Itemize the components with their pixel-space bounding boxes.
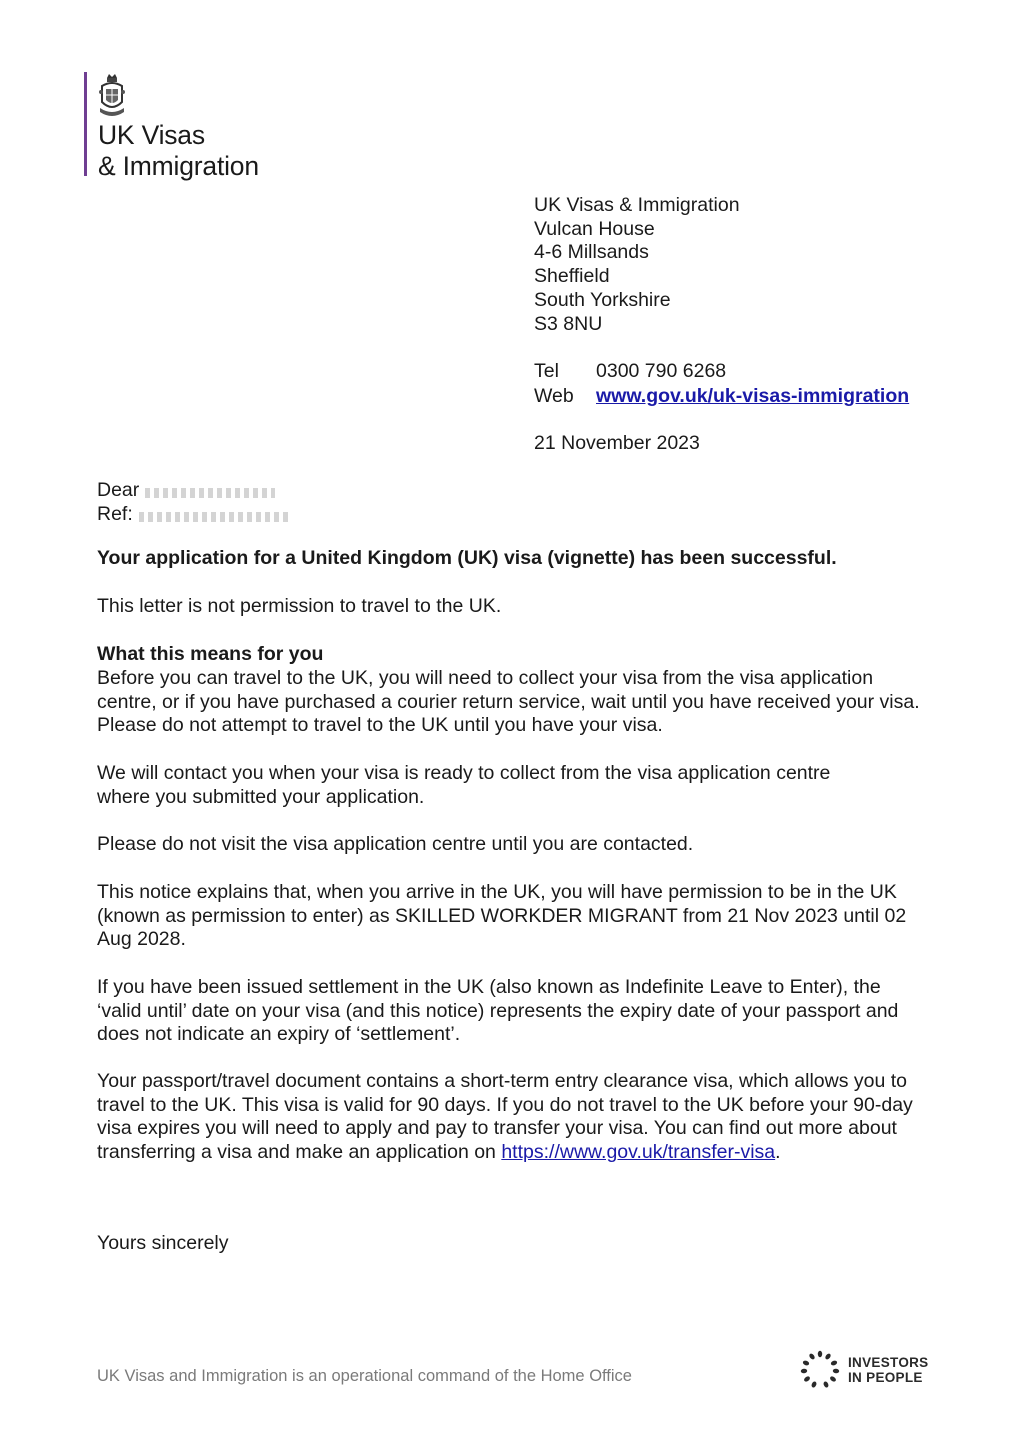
footer-text: UK Visas and Immigration is an operational command of the Home Office	[97, 1367, 632, 1385]
address-line: UK Visas & Immigration	[534, 194, 740, 216]
sender-address	[534, 194, 740, 336]
tel-row	[534, 359, 909, 384]
investors-in-people-logo	[800, 1350, 928, 1390]
tel-value: 0300 790 6268	[596, 360, 727, 382]
iip-line-1: INVESTORS	[848, 1355, 929, 1370]
web-label: Web	[534, 384, 574, 407]
iip-line-2: IN PEOPLE	[848, 1370, 923, 1385]
logo-accent-bar	[84, 72, 87, 176]
paragraph-contact: We will contact you when your visa is ready to collect from the visa application centre where you submitted your application.	[97, 762, 831, 808]
address-line: 4-6 Millsands	[534, 241, 649, 264]
web-link[interactable]: www.gov.uk/uk-visas-immigration	[596, 384, 910, 407]
logo-line-2: & Immigration	[98, 151, 259, 181]
investors-in-people-wreath-icon	[800, 1350, 840, 1390]
redacted-name	[145, 488, 275, 498]
paragraph-collect: Before you can travel to the UK, you will need to collect your visa from the visa application centre, or if you have purchased a courier return service, wait until you have received your visa. Please do not attempt to travel to the UK until you have your visa.	[97, 667, 920, 737]
logo-wordmark	[98, 120, 259, 182]
transfer-visa-link[interactable]: https://www.gov.uk/transfer-visa	[501, 1141, 776, 1164]
contact-details	[534, 359, 909, 408]
dear-row	[97, 478, 289, 502]
ref-label: Ref:	[97, 503, 133, 525]
address-line: South Yorkshire	[534, 288, 671, 311]
tel-label: Tel	[534, 360, 559, 382]
signoff: Yours sincerely	[97, 1232, 229, 1254]
logo-line-1: UK Visas	[98, 120, 205, 150]
passport-text-end: .	[775, 1141, 781, 1164]
address-line: Sheffield	[534, 265, 610, 288]
headline: Your application for a United Kingdom (UK) visa (vignette) has been successful.	[97, 547, 837, 569]
address-line: Vulcan House	[534, 217, 655, 240]
paragraph-settlement: If you have been issued settlement in the UK (also known as Indefinite Leave to Enter), the ‘valid until’ date on your visa (and this notice) represents the expiry date of your passport and does not indicate an expiry of ‘settlement’.	[97, 976, 899, 1046]
address-line: S3 8NU	[534, 312, 603, 335]
paragraph-dont-visit: Please do not visit the visa application centre until you are contacted.	[97, 833, 694, 855]
web-row	[534, 384, 909, 409]
paragraph-notice: This notice explains that, when you arrive in the UK, you will have permission to be in the UK (known as permission to enter) as SKILLED WORKDER MIGRANT from 21 Nov 2023 until 02 Aug 2028.	[97, 881, 907, 951]
not-permission-text: This letter is not permission to travel to the UK.	[97, 595, 502, 617]
dear-label: Dear	[97, 479, 140, 501]
ref-row	[97, 502, 289, 526]
salutation-block	[97, 478, 289, 526]
section-heading: What this means for you	[97, 643, 324, 665]
passport-text: Your passport/travel document contains a short-term entry clearance visa, which allows you to travel to the UK. This visa is valid for 90 days. If you do not travel to the UK before your 90-day visa expires you will need to apply and pay to transfer your visa. You can find out more about transferring a visa and make an application on	[97, 1070, 913, 1164]
redacted-reference	[139, 512, 289, 522]
paragraph-passport	[97, 1070, 932, 1165]
iip-wordmark	[848, 1355, 928, 1385]
royal-crest-icon	[98, 72, 126, 122]
letter-date: 21 November 2023	[534, 432, 700, 454]
